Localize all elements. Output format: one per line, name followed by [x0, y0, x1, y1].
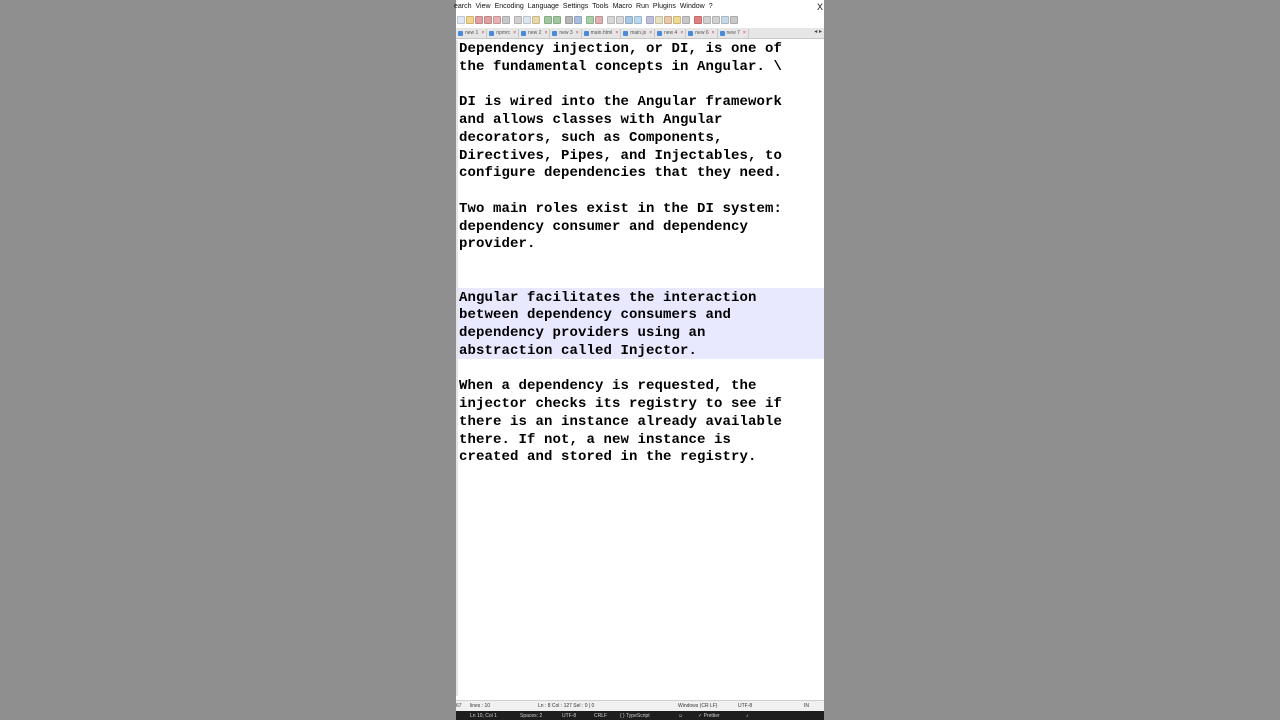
close-tab-icon[interactable]: ×	[649, 30, 652, 36]
menu-bar	[456, 3, 824, 14]
sync-horizontal-icon[interactable]	[616, 16, 624, 24]
close-file-icon[interactable]	[493, 16, 501, 24]
editor-line[interactable]: and allows classes with Angular	[459, 112, 723, 128]
menu-item[interactable]: Plugins	[652, 3, 676, 10]
close-tab-icon[interactable]: ×	[544, 30, 548, 36]
menu-item[interactable]: Tools	[592, 3, 609, 10]
file-tab-label: new 7	[726, 30, 740, 36]
file-tab[interactable]	[456, 29, 487, 38]
editor-left-margin	[456, 40, 458, 696]
editor-line[interactable]: decorators, such as Components,	[459, 129, 723, 146]
status-insert-mode: IN	[804, 703, 809, 709]
open-file-icon[interactable]	[466, 16, 474, 24]
close-tab-icon[interactable]: ×	[742, 30, 746, 36]
file-tab[interactable]	[582, 29, 622, 38]
close-tab-icon[interactable]: ×	[711, 30, 715, 36]
save-icon[interactable]	[475, 16, 483, 24]
file-icon	[458, 31, 463, 36]
status-bar	[456, 700, 824, 711]
footer-eol[interactable]: CRLF	[594, 713, 608, 719]
file-icon	[584, 31, 589, 36]
replace-icon[interactable]	[574, 16, 582, 24]
record-macro-icon[interactable]	[694, 16, 702, 24]
cut-icon[interactable]	[514, 16, 522, 24]
close-tab-icon[interactable]: ×	[680, 30, 684, 36]
file-tab-label: main.html	[590, 30, 613, 36]
redo-icon[interactable]	[553, 16, 561, 24]
file-icon	[489, 31, 494, 36]
menu-item[interactable]: ?	[708, 3, 713, 10]
save-all-icon[interactable]	[484, 16, 492, 24]
file-tab[interactable]	[519, 29, 550, 38]
menu-item[interactable]: Macro	[612, 3, 633, 10]
status-position: Ln : 8 Col : 127 Sel : 0 | 0	[538, 703, 595, 709]
footer-prettier[interactable]: ✓ Prettier	[698, 713, 720, 719]
function-list-icon[interactable]	[664, 16, 672, 24]
find-icon[interactable]	[565, 16, 573, 24]
run-macro-multiple-icon[interactable]	[721, 16, 729, 24]
file-tab[interactable]	[655, 29, 686, 38]
menu-item[interactable]: Run	[636, 3, 649, 10]
zoom-in-icon[interactable]	[586, 16, 594, 24]
toolbar	[456, 14, 825, 25]
close-tab-icon[interactable]: ×	[481, 30, 485, 36]
sync-vertical-icon[interactable]	[607, 16, 615, 24]
editor-line[interactable]: there is an instance already available	[459, 413, 783, 430]
editor-line[interactable]: configure dependencies that they need.	[459, 165, 783, 182]
file-icon	[720, 31, 725, 36]
editor-line[interactable]: dependency consumer and dependency	[459, 218, 749, 235]
paste-icon[interactable]	[532, 16, 540, 24]
editor-line[interactable]: there. If not, a new instance is	[459, 431, 732, 448]
tab-scroll-arrows[interactable]: ◂ ▸	[814, 29, 822, 35]
editor-line[interactable]: Dependency injection, or DI, is one of	[459, 41, 783, 57]
text-editor[interactable]	[456, 40, 824, 696]
editor-line[interactable]: injector checks its registry to see if	[459, 396, 783, 412]
menu-item[interactable]: Settings	[562, 3, 589, 10]
editor-line[interactable]: DI is wired into the Angular framework	[459, 94, 783, 111]
save-macro-icon[interactable]	[730, 16, 738, 24]
footer-position[interactable]: Ln 10, Col 1	[470, 713, 497, 719]
status-length: 67	[456, 703, 462, 709]
menu-item[interactable]: Window	[679, 3, 705, 10]
print-icon[interactable]	[502, 16, 510, 24]
indent-guide-icon[interactable]	[646, 16, 654, 24]
new-file-icon[interactable]	[457, 16, 465, 24]
editor-line[interactable]: between dependency consumers and	[459, 307, 732, 324]
file-icon	[688, 31, 693, 36]
show-all-characters-icon[interactable]	[634, 16, 642, 24]
stop-recording-icon[interactable]	[703, 16, 711, 24]
file-tab[interactable]	[487, 29, 519, 38]
file-tab[interactable]	[550, 29, 581, 38]
editor-line[interactable]: dependency providers using an	[459, 325, 706, 341]
document-map-icon[interactable]	[655, 16, 663, 24]
file-icon	[521, 31, 526, 36]
status-encoding: UTF-8	[738, 703, 753, 709]
status-eol: Windows (CR LF)	[678, 703, 718, 709]
footer-feedback-icon[interactable]: ☺	[678, 713, 684, 719]
editor-line[interactable]: Angular facilitates the interaction	[459, 289, 757, 306]
file-tab-label: new 2	[528, 30, 542, 36]
vscode-status-bar	[456, 711, 824, 720]
file-tab[interactable]	[621, 29, 655, 38]
close-button[interactable]: X	[816, 2, 823, 12]
status-lines: lines : 10	[470, 703, 491, 709]
tab-bar	[456, 28, 824, 39]
editor-line[interactable]: provider.	[459, 236, 536, 253]
playback-macro-icon[interactable]	[712, 16, 720, 24]
file-tab-label: new 1	[465, 30, 479, 36]
editor-line[interactable]: the fundamental concepts in Angular. \	[459, 58, 783, 75]
editor-window	[456, 0, 824, 720]
file-tab-label: new 6	[695, 30, 709, 36]
file-icon	[657, 31, 662, 36]
file-tab[interactable]	[686, 29, 717, 38]
editor-line[interactable]: Directives, Pipes, and Injectables, to	[459, 147, 783, 164]
editor-line[interactable]: Two main roles exist in the DI system:	[459, 200, 783, 217]
footer-spaces[interactable]: Spaces: 2	[520, 713, 543, 719]
editor-line[interactable]: abstraction called Injector.	[459, 342, 698, 359]
file-icon	[552, 31, 557, 36]
file-tab-label: npmrc	[496, 30, 511, 36]
folder-as-workspace-icon[interactable]	[673, 16, 681, 24]
close-tab-icon[interactable]: ×	[615, 30, 619, 36]
footer-bell-icon[interactable]: ♪	[746, 713, 749, 719]
footer-encoding[interactable]: UTF-8	[562, 713, 577, 719]
monitoring-icon[interactable]	[682, 16, 690, 24]
file-tab-label: new 4	[664, 30, 678, 36]
file-tab-label: new 3	[559, 30, 573, 36]
file-tab[interactable]	[718, 29, 749, 38]
menu-item[interactable]: Encoding	[494, 3, 524, 10]
footer-language[interactable]: { } TypeScript	[620, 713, 650, 719]
copy-icon[interactable]	[523, 16, 531, 24]
menu-item[interactable]: earch	[454, 3, 472, 10]
editor-line[interactable]: When a dependency is requested, the	[459, 378, 757, 395]
editor-line[interactable]: created and stored in the registry.	[459, 449, 757, 466]
close-tab-icon[interactable]: ×	[575, 30, 579, 36]
close-tab-icon[interactable]: ×	[513, 30, 517, 36]
undo-icon[interactable]	[544, 16, 552, 24]
zoom-out-icon[interactable]	[595, 16, 603, 24]
word-wrap-icon[interactable]	[625, 16, 633, 24]
file-icon	[623, 31, 628, 36]
menu-item[interactable]: View	[475, 3, 491, 10]
menu-item[interactable]: Language	[527, 3, 559, 10]
file-tab-label: main.js	[630, 30, 647, 36]
